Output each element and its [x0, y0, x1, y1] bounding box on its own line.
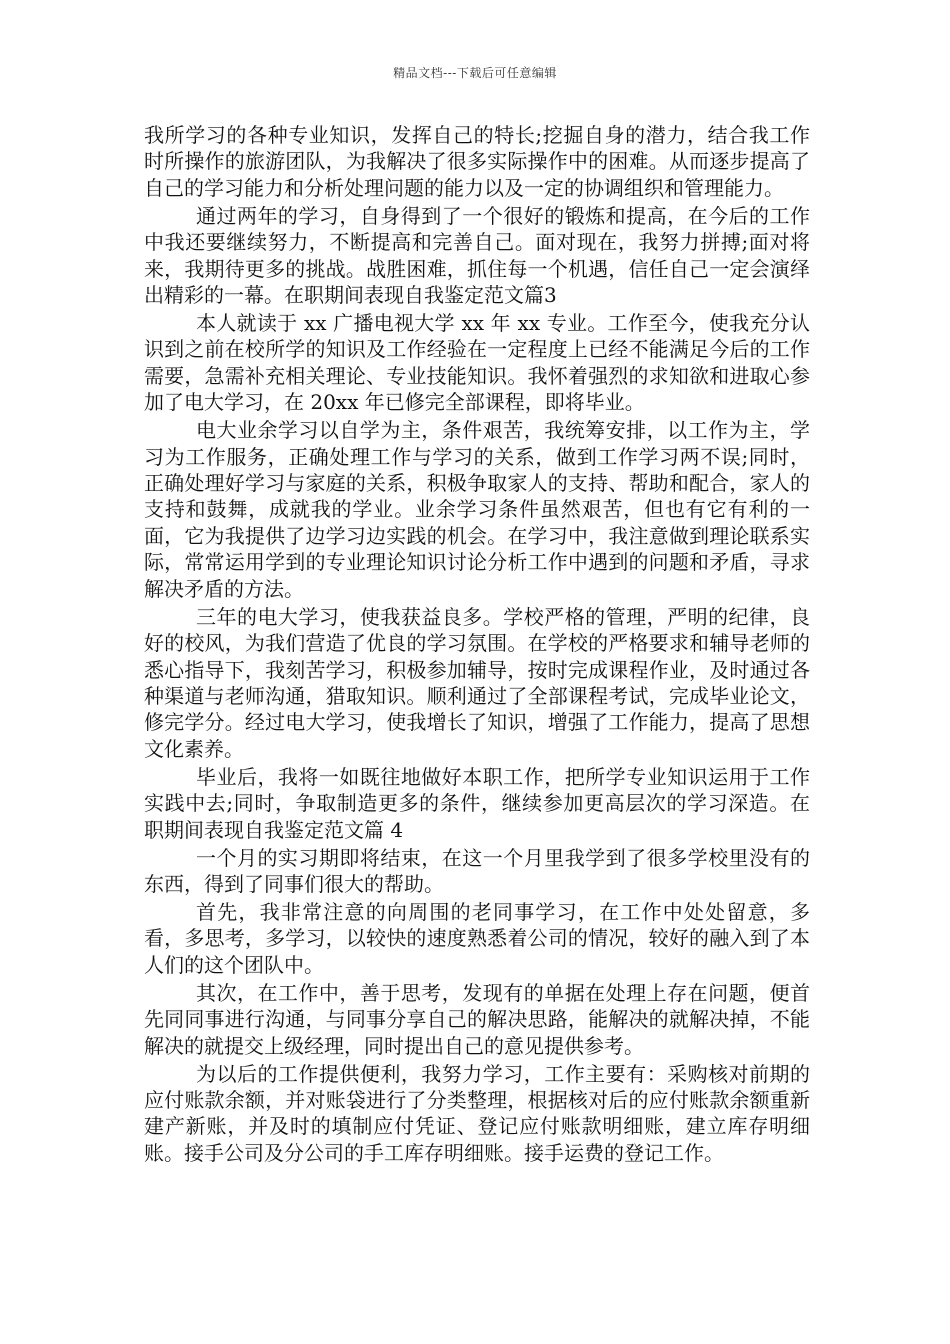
page-header: 精品文档---下载后可任意编辑	[393, 66, 557, 80]
paragraph-2: 通过两年的学习，自身得到了一个很好的锻炼和提高，在今后的工作中我还要继续努力，不断提高和完善自己。面对现在，我努力拼搏;面对将来，我期待更多的挑战。战胜困难，抓住每一个机遇，信任自己一定会演绎出精彩的一幕。在职期间表现自我鉴定范文篇3	[144, 203, 810, 308]
paragraph-5: 三年的电大学习，使我获益良多。学校严格的管理，严明的纪律，良好的校风，为我们营造了优良的学习氛围。在学校的严格要求和辅导老师的悉心指导下，我刻苦学习，积极参加辅导，按时完成课程作业，及时通过各种渠道与老师沟通，猎取知识。顺利通过了全部课程考试，完成毕业论文，修完学分。经过电大学习，使我增长了知识，增强了工作能力，提高了思想文化素养。	[144, 604, 810, 761]
paragraph-10: 为以后的工作提供便利，我努力学习，工作主要有：采购核对前期的应付账款余额，并对账袋进行了分类整理，根据核对后的应付账款余额重新建产新账，并及时的填制应付凭证、登记应付账款明细账，建立库存明细账。接手公司及分公司的手工库存明细账。接手运费的登记工作。	[144, 1061, 810, 1165]
paragraph-3: 本人就读于 xx 广播电视大学 xx 年 xx 专业。工作至今，使我充分认识到之前在校所学的知识及工作经验在一定程度上已经不能满足今后的工作需要，急需补充相关理论、专业技能知识。我怀着强烈的求知欲和进取心参加了电大学习，在 20xx 年已修完全部课程，即将毕业。	[144, 311, 810, 415]
paragraph-1: 我所学习的各种专业知识，发挥自己的特长;挖掘自身的潜力，结合我工作时所操作的旅游团队，为我解决了很多实际操作中的困难。从而逐步提高了自己的学习能力和分析处理问题的能力以及一定的协调组织和管理能力。	[144, 123, 810, 200]
paragraph-9: 其次，在工作中，善于思考，发现有的单据在处理上存在问题，便首先同同事进行沟通，与同事分享自己的解决思路，能解决的就解决掉，不能解决的就提交上级经理，同时提出自己的意见提供参考。	[144, 980, 810, 1058]
paragraph-6: 毕业后，我将一如既往地做好本职工作，把所学专业知识运用于工作实践中去;同时，争取制造更多的条件，继续参加更高层次的学习深造。在职期间表现自我鉴定范文篇 4	[144, 764, 810, 842]
document-body	[144, 122, 810, 1168]
paragraph-8: 首先，我非常注意的向周围的老同事学习，在工作中处处留意，多看，多思考，多学习，以较快的速度熟悉着公司的情况，较好的融入到了本人们的这个团队中。	[144, 899, 810, 977]
paragraph-4: 电大业余学习以自学为主，条件艰苦，我统筹安排，以工作为主，学习为工作服务，正确处理工作与学习的关系，做到工作学习两不误;同时，正确处理好学习与家庭的关系，积极争取家人的支持、帮助和配合，家人的支持和鼓舞，成就我的学业。业余学习条件虽然艰苦，但也有它有利的一面，它为我提供了边学习边实践的机会。在学习中，我注意做到理论联系实际，常常运用学到的专业理论知识讨论分析工作中遇到的问题和矛盾，寻求解决矛盾的方法。	[144, 418, 810, 601]
paragraph-7: 一个月的实习期即将结束，在这一个月里我学到了很多学校里没有的东西，得到了同事们很大的帮助。	[144, 845, 810, 896]
